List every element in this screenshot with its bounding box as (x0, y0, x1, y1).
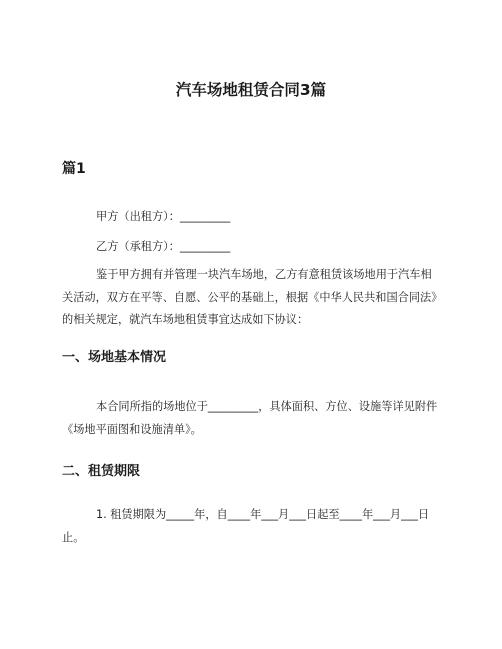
preamble-paragraph: 鉴于甲方拥有并管理一块汽车场地，乙方有意租赁该场地用于汽车相关活动，双方在平等、自愿、公平的基础上，根据《中华人民共和国合同法》的相关规定，就汽车场地租赁事宜达成如下协议： (62, 268, 437, 326)
section-heading-lease-term: 二、租赁期限 (62, 464, 141, 479)
part-heading: 篇1 (62, 161, 86, 177)
section-heading-site-info: 一、场地基本情况 (62, 350, 167, 365)
party-a-line: 甲方（出租方）：_________ (96, 210, 231, 223)
document-title: 汽车场地租赁合同3篇 (175, 81, 327, 99)
section-text-lease-term: 1. 租赁期限为_____年，自____年___月___日起至____年___月___日止。 (62, 508, 430, 544)
party-b-line: 乙方（承租方）：_________ (96, 240, 231, 253)
section-text-site-info: 本合同所指的场地位于_________，具体面积、方位、设施等详见附件《场地平面图和设施清单》。 (62, 400, 438, 436)
